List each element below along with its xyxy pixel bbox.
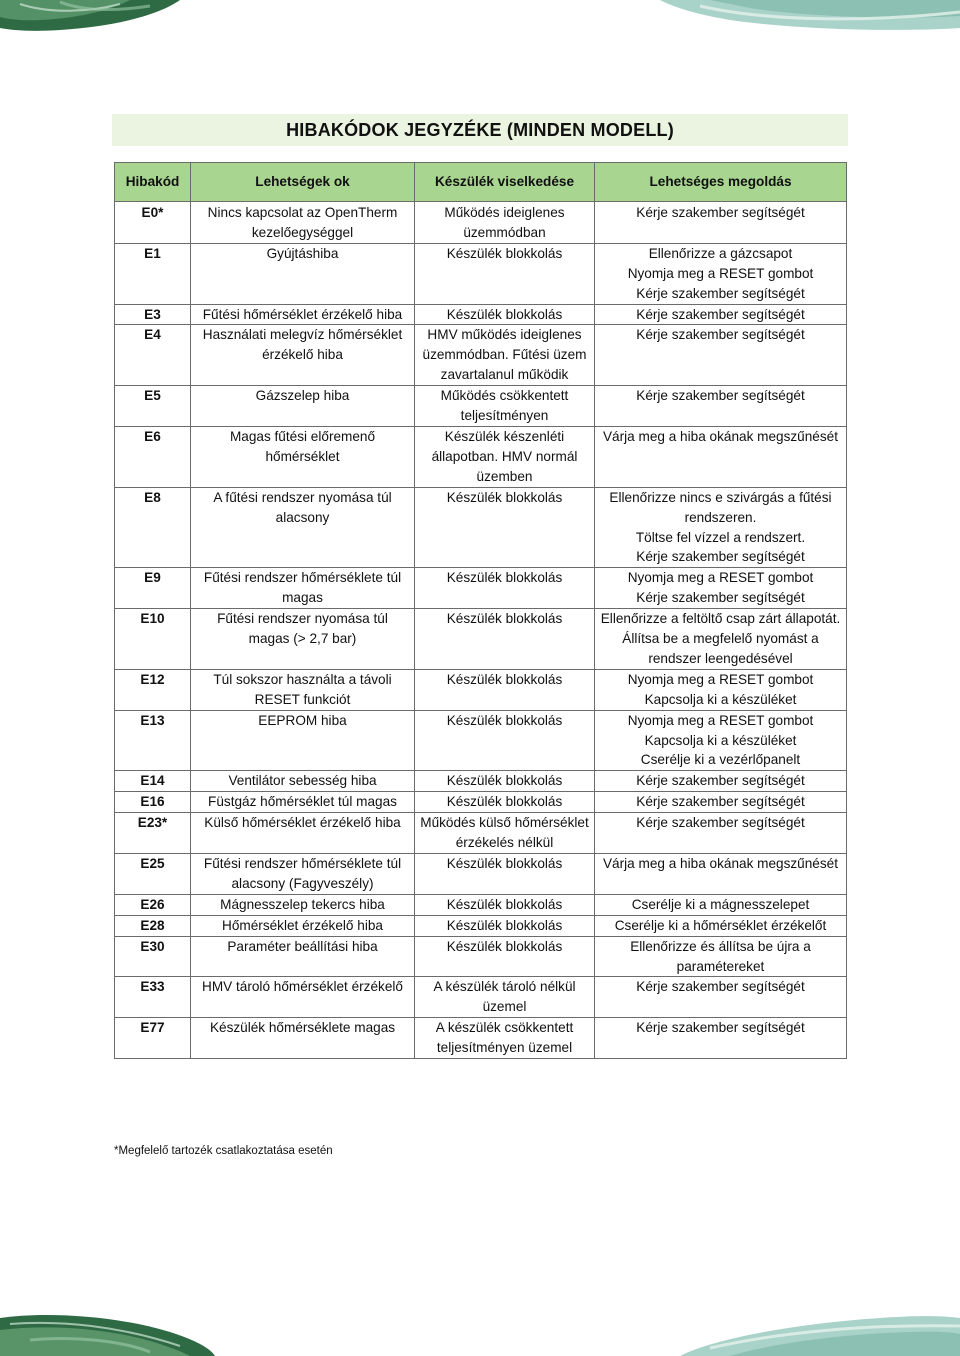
error-code-cell: E4 — [115, 325, 191, 386]
behavior-cell: Működés ideiglenes üzemmódban — [415, 202, 595, 244]
solution-line: Nyomja meg a RESET gombot — [627, 671, 814, 687]
solution-cell — [595, 936, 847, 977]
solution-cell — [595, 386, 847, 427]
error-code-cell: E0* — [115, 202, 191, 244]
cause-cell: Gázszelep hiba — [191, 386, 415, 427]
cause-cell: Füstgáz hőmérséklet túl magas — [191, 792, 415, 813]
solution-line: Állítsa be a megfelelő nyomást a rendszer leengedésével — [622, 631, 819, 666]
cause-cell: Gyújtáshiba — [191, 243, 415, 304]
solution-line: Kérje szakember segítségét — [636, 773, 805, 789]
error-code-cell: E5 — [115, 386, 191, 427]
behavior-cell: Készülék blokkolás — [415, 609, 595, 670]
behavior-cell: Készülék blokkolás — [415, 304, 595, 325]
decor-bottom-right — [640, 1312, 960, 1356]
behavior-cell: Készülék blokkolás — [415, 669, 595, 710]
page-title: HIBAKÓDOK JEGYZÉKE (MINDEN MODELL) — [286, 119, 674, 140]
cause-cell: Túl sokszor használta a távoli RESET funkciót — [191, 669, 415, 710]
error-code-cell: E10 — [115, 609, 191, 670]
cause-cell: Fűtési rendszer hőmérséklete túl alacsony (Fagyveszély) — [191, 854, 415, 895]
table-header-row — [115, 163, 847, 202]
solution-line: Nyomja meg a RESET gombot — [627, 265, 814, 281]
solution-line: Ellenőrizze a gázcsapot — [648, 245, 793, 261]
cause-cell: Készülék hőmérséklete magas — [191, 1018, 415, 1059]
table-row — [115, 813, 847, 854]
cause-cell: Fűtési hőmérséklet érzékelő hiba — [191, 304, 415, 325]
table-row — [115, 202, 847, 244]
solution-line: Ellenőrizze nincs e szivárgás a fűtési rendszeren. — [609, 489, 832, 525]
behavior-cell: A készülék tároló nélkül üzemel — [415, 977, 595, 1018]
error-code-cell: E8 — [115, 487, 191, 568]
error-code-cell: E6 — [115, 426, 191, 487]
error-code-cell: E28 — [115, 915, 191, 936]
solution-line: Várja meg a hiba okának megszűnését — [602, 856, 838, 871]
error-code-cell: E77 — [115, 1018, 191, 1059]
solution-cell — [595, 325, 847, 386]
cause-cell: Nincs kapcsolat az OpenTherm kezelőegységgel — [191, 202, 415, 244]
cause-cell: Fűtési rendszer nyomása túl magas (> 2,7 bar) — [191, 609, 415, 670]
solution-cell — [595, 771, 847, 792]
behavior-cell: Működés csökkentett teljesítményen — [415, 386, 595, 427]
solution-cell — [595, 487, 847, 568]
title-bar — [112, 114, 848, 146]
cause-cell: Magas fűtési előremenő hőmérséklet — [191, 426, 415, 487]
solution-cell — [595, 792, 847, 813]
behavior-cell: Készülék blokkolás — [415, 243, 595, 304]
footnote: *Megfelelő tartozék csatlakoztatása esetén — [114, 1145, 333, 1157]
solution-line: Cserélje ki a mágnesszelepet — [631, 896, 810, 912]
table-row — [115, 568, 847, 609]
solution-line: Nyomja meg a RESET gombot — [627, 712, 814, 728]
table-row — [115, 710, 847, 771]
behavior-cell: HMV működés ideiglenes üzemmódban. Fűtési üzem zavartalanul működik — [415, 325, 595, 386]
solution-line: Kérje szakember segítségét — [636, 327, 805, 343]
solution-line: Cserélje ki a hőmérséklet érzékelőt — [614, 917, 827, 933]
solution-cell — [595, 813, 847, 854]
behavior-cell: Készülék blokkolás — [415, 568, 595, 609]
solution-cell — [595, 1018, 847, 1059]
solution-line: Várja meg a hiba okának megszűnését — [602, 428, 838, 444]
behavior-cell: Készülék blokkolás — [415, 894, 595, 915]
table-row — [115, 1018, 847, 1059]
cause-cell: Fűtési rendszer hőmérséklete túl magas — [191, 568, 415, 609]
solution-line: Ellenőrizze a feltöltő csap zárt állapotát. — [600, 611, 841, 627]
table-row — [115, 854, 847, 895]
header-cause: Lehetségek ok — [191, 163, 415, 202]
cause-cell: EEPROM hiba — [191, 710, 415, 771]
solution-cell — [595, 202, 847, 244]
solution-line: Ellenőrizze és állítsa be újra a paramétereket — [630, 938, 811, 974]
solution-line: Kapcsolja ki a készüléket — [644, 691, 797, 707]
cause-cell: Külső hőmérséklet érzékelő hiba — [191, 813, 415, 854]
table-row — [115, 386, 847, 427]
error-code-cell: E33 — [115, 977, 191, 1018]
behavior-cell: Készülék blokkolás — [415, 915, 595, 936]
cause-cell: Ventilátor sebesség hiba — [191, 771, 415, 792]
behavior-cell: Készülék blokkolás — [415, 854, 595, 895]
solution-line: Töltse fel vízzel a rendszert. — [635, 529, 806, 545]
decor-bottom-left — [0, 1310, 220, 1356]
behavior-cell: Működés külső hőmérséklet érzékelés nélkül — [415, 813, 595, 854]
decor-top-right — [640, 0, 960, 32]
solution-cell — [595, 894, 847, 915]
header-code: Hibakód — [115, 163, 191, 202]
solution-line: Kérje szakember segítségét — [636, 285, 805, 301]
table-row — [115, 426, 847, 487]
behavior-cell: Készülék blokkolás — [415, 710, 595, 771]
solution-line: Cserélje ki a vezérlőpanelt — [640, 752, 801, 768]
error-code-cell: E23* — [115, 813, 191, 854]
solution-line: Kapcsolja ki a készüléket — [644, 732, 797, 748]
error-code-cell: E26 — [115, 894, 191, 915]
table-row — [115, 894, 847, 915]
cause-cell: Paraméter beállítási hiba — [191, 936, 415, 977]
solution-line: Kérje szakember segítségét — [636, 205, 805, 220]
solution-line: Kérje szakember segítségét — [636, 794, 805, 810]
error-code-cell: E30 — [115, 936, 191, 977]
solution-line: Kérje szakember segítségét — [636, 1020, 805, 1036]
solution-cell — [595, 243, 847, 304]
solution-line: Kérje szakember segítségét — [636, 979, 805, 995]
error-code-cell: E13 — [115, 710, 191, 771]
behavior-cell: Készülék készenléti állapotban. HMV normál üzemben — [415, 426, 595, 487]
table-row — [115, 792, 847, 813]
solution-cell — [595, 854, 847, 895]
behavior-cell: Készülék blokkolás — [415, 771, 595, 792]
behavior-cell: Készülék blokkolás — [415, 487, 595, 568]
cause-cell: HMV tároló hőmérséklet érzékelő — [191, 977, 415, 1018]
table-body — [115, 202, 847, 1059]
solution-line: Kérje szakember segítségét — [636, 306, 805, 322]
table-row — [115, 977, 847, 1018]
table-row — [115, 609, 847, 670]
error-code-cell: E9 — [115, 568, 191, 609]
table-row — [115, 771, 847, 792]
solution-line: Kérje szakember segítségét — [636, 590, 805, 606]
solution-cell — [595, 568, 847, 609]
cause-cell: Mágnesszelep tekercs hiba — [191, 894, 415, 915]
table-row — [115, 936, 847, 977]
solution-cell — [595, 915, 847, 936]
error-code-table — [114, 162, 847, 1059]
error-code-cell: E12 — [115, 669, 191, 710]
solution-line: Kérje szakember segítségét — [636, 549, 805, 565]
solution-cell — [595, 609, 847, 670]
error-code-cell: E1 — [115, 243, 191, 304]
error-code-cell: E3 — [115, 304, 191, 325]
table-row — [115, 915, 847, 936]
solution-line: Nyomja meg a RESET gombot — [627, 570, 814, 586]
solution-cell — [595, 710, 847, 771]
solution-cell — [595, 426, 847, 487]
solution-cell — [595, 304, 847, 325]
table-row — [115, 669, 847, 710]
error-code-cell: E25 — [115, 854, 191, 895]
behavior-cell: A készülék csökkentett teljesítményen üzemel — [415, 1018, 595, 1059]
header-solution: Lehetséges megoldás — [595, 163, 847, 202]
table-row — [115, 487, 847, 568]
cause-cell: Hőmérséklet érzékelő hiba — [191, 915, 415, 936]
cause-cell: A fűtési rendszer nyomása túl alacsony — [191, 487, 415, 568]
decor-top-left — [0, 0, 200, 32]
table-row — [115, 243, 847, 304]
solution-cell — [595, 977, 847, 1018]
header-behavior: Készülék viselkedése — [415, 163, 595, 202]
behavior-cell: Készülék blokkolás — [415, 936, 595, 977]
solution-line: Kérje szakember segítségét — [636, 388, 805, 404]
cause-cell: Használati melegvíz hőmérséklet érzékelő hiba — [191, 325, 415, 386]
table-row — [115, 325, 847, 386]
behavior-cell: Készülék blokkolás — [415, 792, 595, 813]
error-code-cell: E14 — [115, 771, 191, 792]
error-code-cell: E16 — [115, 792, 191, 813]
solution-cell — [595, 669, 847, 710]
solution-line: Kérje szakember segítségét — [636, 815, 805, 831]
table-row — [115, 304, 847, 325]
